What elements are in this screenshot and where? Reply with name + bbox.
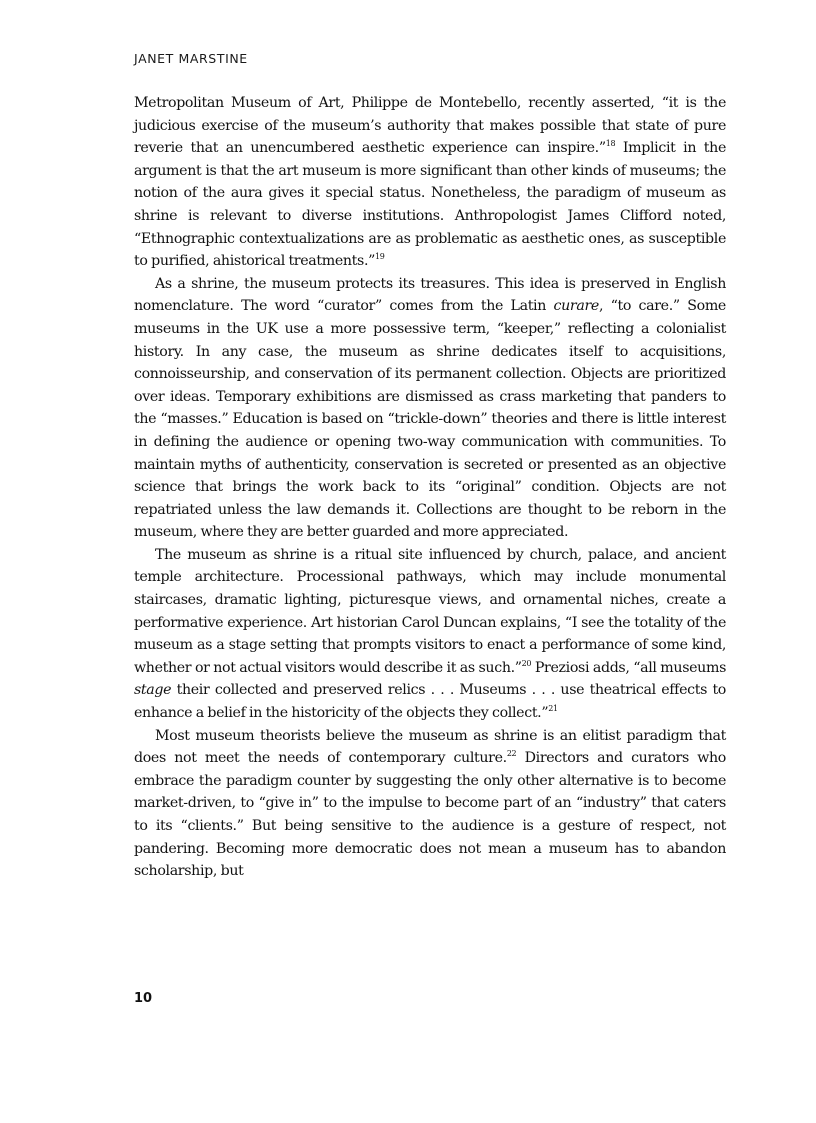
text-run: Implicit in the argument is that the art museum is more significant than other kinds of museums; the notion of the aura gives it special status. Nonetheless, the paradigm of museum as shrine is relevant to diverse institutions. Anthropologist James Clifford noted, “Ethnographic contextualizations are as problematic as aesthetic ones, as susceptible to purified, ahistorical treatments.” [134,140,726,270]
running-head: JANET MARSTINE [134,51,248,66]
paragraph [134,725,726,883]
footnote-ref: 22 [506,749,517,759]
text-run: Most museum theorists believe the museum as shrine is an elitist paradigm that does not meet the needs of contemporary culture. [134,727,726,767]
footnote-ref: 20 [521,658,532,668]
text-run: Metropolitan Museum of Art, Philippe de Montebello, recently asserted, “it is the judicious exercise of the museum’s authority that makes possible that state of pure reverie that an unencumbered aesthetic experience can inspire.” [134,95,726,157]
italic-term: curare [553,298,599,315]
text-run: Directors and curators who embrace the paradigm counter by suggesting the only other alternative is to become market-driven, to “give in” to the impulse to become part of an “industry” that caters to its “clients.” But being sensitive to the audience is a gesture of respect, not pandering. Becoming more democratic does not mean a museum has to abandon scholarship, but [134,750,726,880]
paragraph [134,544,726,725]
text-run: their collected and preserved relics . . . Museums . . . use theatrical effects to enhance a belief in the historicity of the objects they collect.” [134,682,726,722]
text-run: The museum as shrine is a ritual site influenced by church, palace, and ancient temple architecture. Processional pathways, which may include monumental staircases, dramatic lighting, picturesque views, and ornamental niches, create a performative experience. Art historian Carol Duncan explains, “I see the totality of the museum as a stage setting that prompts visitors to enact a performance of some kind, whether or not actual visitors would describe it as such.” [134,546,726,676]
footnote-ref: 21 [548,704,558,714]
text-run: As a shrine, the museum protects its treasures. This idea is preserved in English nomenclature. The word “curator” comes from the Latin [134,275,726,315]
text-run: Preziosi adds, “all museums [531,659,726,676]
paragraph [134,92,726,273]
footnote-ref: 19 [375,252,385,262]
page-number: 10 [134,991,153,1006]
text-run: , “to care.” Some museums in the UK use a more possessive term, “keeper,” reflecting a colonialist history. In any case, the museum as shrine dedicates itself to acquisitions, connoisseurship, and conservation of its permanent collection. Objects are prioritized over ideas. Temporary exhibitions are dismissed as crass marketing that panders to the “masses.” Education is based on “trickle-down” theories and there is little interest in defining the audience or opening two-way communication with communities. To maintain myths of authenticity, conservation is secreted or presented as an objective science that brings the work back to its “original” condition. Objects are not repatriated unless the law demands it. Collections are thought to be reborn in the museum, where they are better guarded and more appreciated. [134,298,726,541]
paragraph [134,273,726,544]
body-text [134,92,726,883]
footnote-ref: 18 [605,139,616,149]
italic-term: stage [134,682,172,699]
